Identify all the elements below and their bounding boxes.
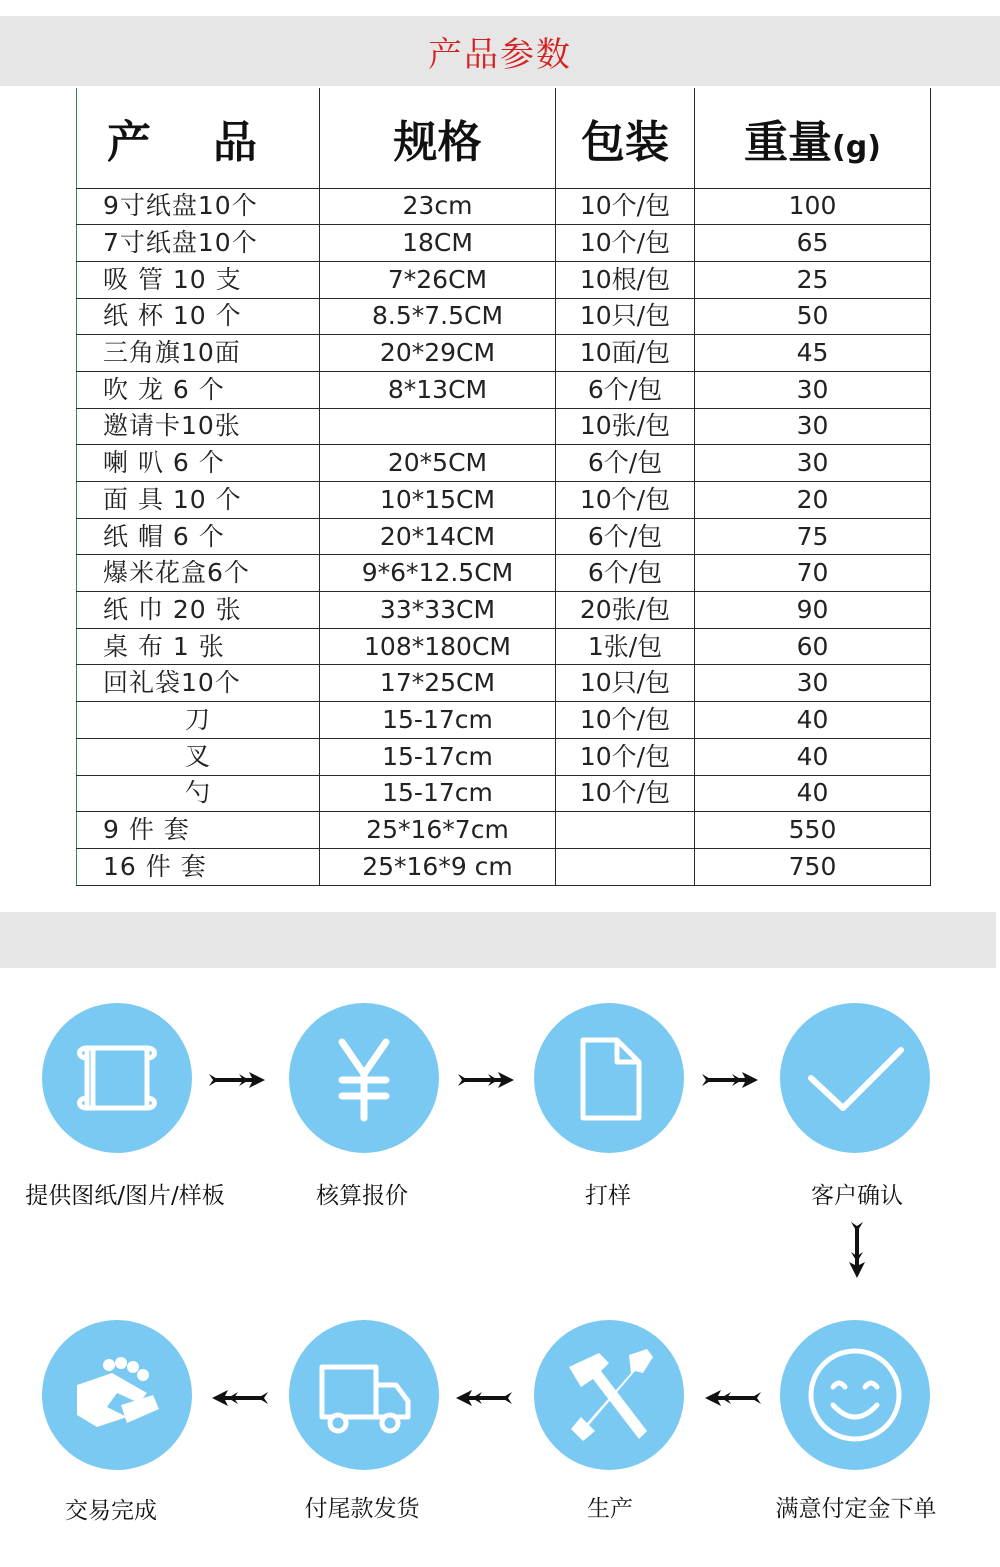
cell-weight: 65 bbox=[695, 225, 931, 262]
cell-weight: 20 bbox=[695, 482, 931, 519]
table-row bbox=[77, 371, 931, 408]
cell-weight: 40 bbox=[695, 738, 931, 775]
cell-spec: 18CM bbox=[320, 225, 556, 262]
cell-product: 9寸纸盘10个 bbox=[77, 188, 320, 225]
step-label-4: 客户确认 bbox=[811, 1183, 903, 1209]
table-row bbox=[77, 298, 931, 335]
header-weight-unit: (g) bbox=[832, 129, 881, 165]
cell-weight: 100 bbox=[695, 188, 931, 225]
cell-product: 纸 巾 20 张 bbox=[77, 592, 320, 629]
document-icon bbox=[559, 1028, 659, 1128]
table-row bbox=[77, 848, 931, 885]
table-row bbox=[77, 812, 931, 849]
cell-pack: 6个/包 bbox=[556, 518, 695, 555]
table-row bbox=[77, 592, 931, 629]
table-row bbox=[77, 738, 931, 775]
cell-spec: 25*16*9 cm bbox=[320, 848, 556, 885]
cell-pack: 10个/包 bbox=[556, 738, 695, 775]
table-row bbox=[77, 665, 931, 702]
cell-product: 勺 bbox=[77, 775, 320, 812]
cell-spec: 9*6*12.5CM bbox=[320, 555, 556, 592]
step-circle-1 bbox=[42, 1003, 192, 1153]
cell-weight: 60 bbox=[695, 628, 931, 665]
step-label-8: 交易完成 bbox=[65, 1498, 157, 1524]
cell-pack: 10只/包 bbox=[556, 298, 695, 335]
cell-pack: 10个/包 bbox=[556, 482, 695, 519]
truck-icon bbox=[314, 1345, 414, 1445]
cell-spec: 20*14CM bbox=[320, 518, 556, 555]
table-header-row bbox=[77, 88, 931, 188]
cell-pack: 10个/包 bbox=[556, 188, 695, 225]
step-circle-8 bbox=[42, 1320, 192, 1470]
cell-spec: 15-17cm bbox=[320, 775, 556, 812]
header-weight-label: 重量 bbox=[744, 116, 833, 168]
product-parameters-table bbox=[76, 88, 931, 886]
arrow-left-icon bbox=[705, 1388, 761, 1408]
cell-weight: 50 bbox=[695, 298, 931, 335]
checkmark-icon bbox=[805, 1028, 905, 1128]
blueprint-icon bbox=[67, 1028, 167, 1128]
cell-spec: 8*13CM bbox=[320, 371, 556, 408]
cell-pack: 6个/包 bbox=[556, 371, 695, 408]
table-row bbox=[77, 335, 931, 372]
cell-product: 刀 bbox=[77, 702, 320, 739]
step-circle-2 bbox=[289, 1003, 439, 1153]
cell-spec: 25*16*7cm bbox=[320, 812, 556, 849]
cell-pack bbox=[556, 812, 695, 849]
cell-pack: 10张/包 bbox=[556, 408, 695, 445]
cell-spec bbox=[320, 408, 556, 445]
cell-product: 吹 龙 6 个 bbox=[77, 371, 320, 408]
cell-spec: 8.5*7.5CM bbox=[320, 298, 556, 335]
section-header-banner bbox=[0, 16, 1000, 86]
cell-weight: 40 bbox=[695, 702, 931, 739]
cell-product: 吸 管 10 支 bbox=[77, 261, 320, 298]
cell-spec: 17*25CM bbox=[320, 665, 556, 702]
cell-pack: 10面/包 bbox=[556, 335, 695, 372]
table-row bbox=[77, 518, 931, 555]
cell-weight: 40 bbox=[695, 775, 931, 812]
table-body bbox=[77, 188, 931, 885]
cell-product: 叉 bbox=[77, 738, 320, 775]
cell-weight: 30 bbox=[695, 665, 931, 702]
cell-product: 邀请卡10张 bbox=[77, 408, 320, 445]
header-product: 产品 bbox=[77, 88, 320, 188]
step-circle-4 bbox=[780, 1003, 930, 1153]
cell-weight: 70 bbox=[695, 555, 931, 592]
cell-spec: 23cm bbox=[320, 188, 556, 225]
step-label-6: 生产 bbox=[587, 1496, 633, 1522]
cell-spec: 15-17cm bbox=[320, 738, 556, 775]
arrow-right-icon bbox=[702, 1070, 758, 1090]
cell-pack: 6个/包 bbox=[556, 445, 695, 482]
table-row bbox=[77, 628, 931, 665]
cell-spec: 15-17cm bbox=[320, 702, 556, 739]
cell-weight: 45 bbox=[695, 335, 931, 372]
header-weight bbox=[695, 88, 931, 188]
cell-product: 桌 布 1 张 bbox=[77, 628, 320, 665]
yuan-icon bbox=[314, 1028, 414, 1128]
cell-weight: 30 bbox=[695, 371, 931, 408]
cell-product: 面 具 10 个 bbox=[77, 482, 320, 519]
table-row bbox=[77, 188, 931, 225]
table-row bbox=[77, 702, 931, 739]
step-circle-3 bbox=[534, 1003, 684, 1153]
section-title: 产品参数 bbox=[428, 34, 572, 75]
cell-product: 三角旗10面 bbox=[77, 335, 320, 372]
table-row bbox=[77, 225, 931, 262]
step-label-2: 核算报价 bbox=[316, 1183, 408, 1209]
cell-product: 喇 叭 6 个 bbox=[77, 445, 320, 482]
step-circle-6 bbox=[534, 1320, 684, 1470]
cell-spec: 108*180CM bbox=[320, 628, 556, 665]
cell-spec: 10*15CM bbox=[320, 482, 556, 519]
header-spec: 规格 bbox=[320, 88, 556, 188]
cell-pack: 20张/包 bbox=[556, 592, 695, 629]
section-divider-banner bbox=[0, 912, 996, 968]
cell-product: 纸 帽 6 个 bbox=[77, 518, 320, 555]
cell-weight: 750 bbox=[695, 848, 931, 885]
smiley-icon bbox=[805, 1345, 905, 1445]
cell-spec: 20*5CM bbox=[320, 445, 556, 482]
step-label-5: 满意付定金下单 bbox=[775, 1496, 937, 1522]
cell-weight: 90 bbox=[695, 592, 931, 629]
cell-product: 回礼袋10个 bbox=[77, 665, 320, 702]
step-circle-7 bbox=[289, 1320, 439, 1470]
cell-weight: 25 bbox=[695, 261, 931, 298]
step-circle-5 bbox=[780, 1320, 930, 1470]
cell-weight: 550 bbox=[695, 812, 931, 849]
cell-pack: 10根/包 bbox=[556, 261, 695, 298]
cell-spec: 33*33CM bbox=[320, 592, 556, 629]
cell-product: 7寸纸盘10个 bbox=[77, 225, 320, 262]
arrow-down-icon bbox=[847, 1222, 867, 1278]
step-label-3: 打样 bbox=[585, 1183, 631, 1209]
step-label-1: 提供图纸/图片/样板 bbox=[25, 1183, 225, 1209]
cell-product: 爆米花盒6个 bbox=[77, 555, 320, 592]
arrow-right-icon bbox=[209, 1070, 265, 1090]
step-label-7: 付尾款发货 bbox=[304, 1496, 420, 1522]
handshake-icon bbox=[67, 1345, 167, 1445]
cell-product: 16 件 套 bbox=[77, 848, 320, 885]
table-row bbox=[77, 445, 931, 482]
hammer-screwdriver-icon bbox=[559, 1345, 659, 1445]
table-row bbox=[77, 775, 931, 812]
table-row bbox=[77, 408, 931, 445]
cell-pack: 1张/包 bbox=[556, 628, 695, 665]
cell-pack: 10个/包 bbox=[556, 702, 695, 739]
cell-pack: 10只/包 bbox=[556, 665, 695, 702]
arrow-left-icon bbox=[212, 1388, 268, 1408]
cell-weight: 30 bbox=[695, 445, 931, 482]
cell-weight: 30 bbox=[695, 408, 931, 445]
cell-pack: 10个/包 bbox=[556, 225, 695, 262]
table-row bbox=[77, 261, 931, 298]
table-row bbox=[77, 555, 931, 592]
arrow-right-icon bbox=[458, 1070, 514, 1090]
cell-product: 9 件 套 bbox=[77, 812, 320, 849]
table-row bbox=[77, 482, 931, 519]
cell-weight: 75 bbox=[695, 518, 931, 555]
header-pack: 包装 bbox=[556, 88, 695, 188]
cell-pack bbox=[556, 848, 695, 885]
cell-pack: 10个/包 bbox=[556, 775, 695, 812]
cell-product: 纸 杯 10 个 bbox=[77, 298, 320, 335]
cell-spec: 7*26CM bbox=[320, 261, 556, 298]
cell-spec: 20*29CM bbox=[320, 335, 556, 372]
cell-pack: 6个/包 bbox=[556, 555, 695, 592]
arrow-left-icon bbox=[456, 1388, 512, 1408]
